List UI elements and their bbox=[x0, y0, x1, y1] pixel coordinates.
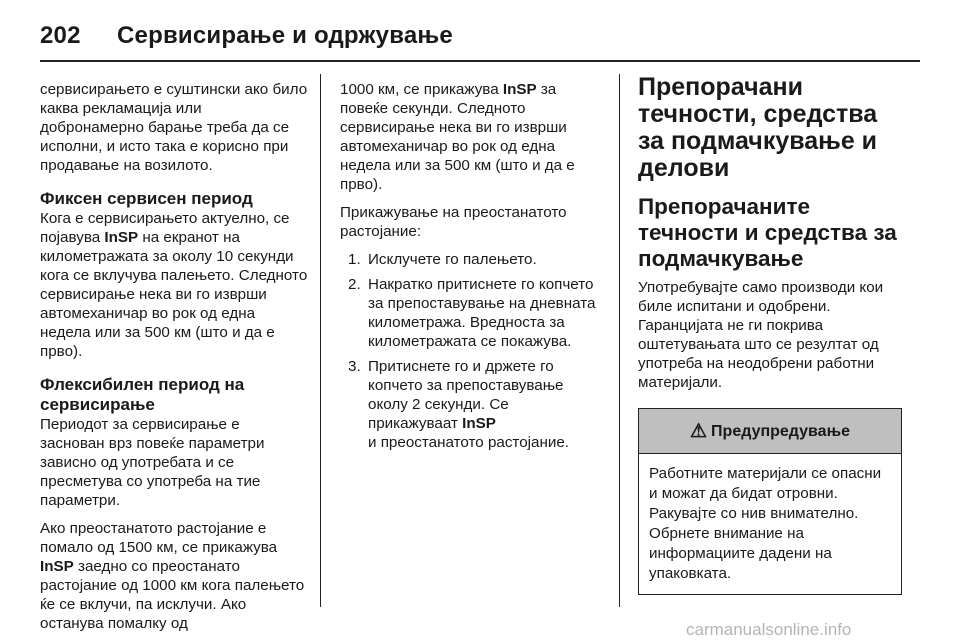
section-heading-flex: Флексибилен период на сервисирање bbox=[40, 375, 245, 414]
warning-triangle-icon: ⚠ bbox=[690, 420, 708, 442]
chapter-heading: Препорачани течности, средства за подмачкување и делови bbox=[638, 73, 878, 182]
insp-code: InSP bbox=[462, 415, 496, 432]
step-text: Исклучете го палењето. bbox=[368, 251, 537, 268]
step-text: и преостанатото растојание. bbox=[368, 434, 570, 451]
warning-title: Предупредување bbox=[711, 422, 850, 440]
page-header bbox=[40, 14, 920, 54]
list-item bbox=[340, 275, 602, 351]
step-number: 1. bbox=[348, 251, 361, 268]
column-1 bbox=[40, 80, 308, 642]
insp-code: InSP bbox=[104, 229, 139, 246]
warning-box bbox=[638, 408, 902, 595]
step-text: Притиснете го и држете го копчето за препоставување околу 2 секунди. Се прикажуваат bbox=[368, 358, 564, 432]
step-number: 2. bbox=[348, 276, 361, 293]
paragraph-fluids: Употребувајте само производи кои биле испитани и одобрени. Гаранцијата не ги покрива оштетувањата што се резултат од употреба на неодобрени работни материјали. bbox=[638, 279, 884, 391]
warning-header bbox=[639, 409, 901, 454]
insp-code: InSP bbox=[502, 81, 537, 98]
column-3 bbox=[638, 74, 900, 595]
paragraph-continued bbox=[340, 80, 602, 194]
text-run: заедно со преостанато растојание од 1000 км кога палењето ќе се вклучи, па исклучи. Ако останува помалку од bbox=[40, 558, 305, 632]
warning-body: Работните материјали се опасни и можат да бидат отровни. Ракувајте со нив внимателно. Обрнете внимание на информациите дадени на упаковката. bbox=[649, 465, 882, 582]
column-divider-1 bbox=[320, 74, 321, 607]
text-run: Ако преостанатото растојание е помало од 1500 км, се прикажува bbox=[40, 520, 278, 556]
paragraph-flex-2 bbox=[40, 519, 308, 633]
header-rule bbox=[40, 60, 920, 62]
page-number: 202 bbox=[40, 22, 81, 49]
column-divider-2 bbox=[619, 74, 620, 607]
section-heading-fluids: Препорачаните течности и средства за подмачкување bbox=[638, 194, 897, 271]
step-text: Накратко притиснете го копчето за препоставување на дневната километража. Вредноста за километражата се покажува. bbox=[368, 276, 596, 350]
text-run: 1000 км, се прикажува bbox=[340, 81, 503, 98]
page-title: Сервисирање и одржување bbox=[117, 22, 453, 49]
watermark: carmanualsonline.info bbox=[686, 620, 852, 639]
paragraph-distance: Прикажување на преостанатото растојание: bbox=[340, 204, 567, 240]
step-number: 3. bbox=[348, 358, 361, 375]
paragraph-fixed bbox=[40, 209, 308, 361]
section-heading-fixed: Фиксен сервисен период bbox=[40, 189, 253, 208]
list-item bbox=[340, 250, 602, 269]
column-2 bbox=[340, 80, 602, 458]
list-item bbox=[340, 357, 602, 452]
text-run: за повеќе секунди. Следното сервисирање нека ви го изврши автомеханичар во рок од една недела или за 500 км (што и да е прво). bbox=[340, 81, 575, 193]
paragraph-intro: сервисирањето е суштински ако било каква рекламација или добронамерно барање треба да се исполни, и исто така е корисно при продавање на возилото. bbox=[40, 81, 308, 174]
paragraph-flex-1: Периодот за сервисирање е заснован врз повеќе параметри зависно од употребата и се пресметува со употреба на тие параметри. bbox=[40, 416, 265, 509]
steps-list bbox=[340, 250, 602, 452]
insp-code: InSP bbox=[40, 558, 74, 575]
text-run: Кога е сервисирањето актуелно, се појавува bbox=[40, 210, 290, 246]
text-run: на екранот на километражата за околу 10 секунди кога се вклучува палењето. Следното сервисирање нека ви го изврши автомеханичар во рок од една недела или за 500 км (што и да е прво). bbox=[40, 229, 308, 360]
